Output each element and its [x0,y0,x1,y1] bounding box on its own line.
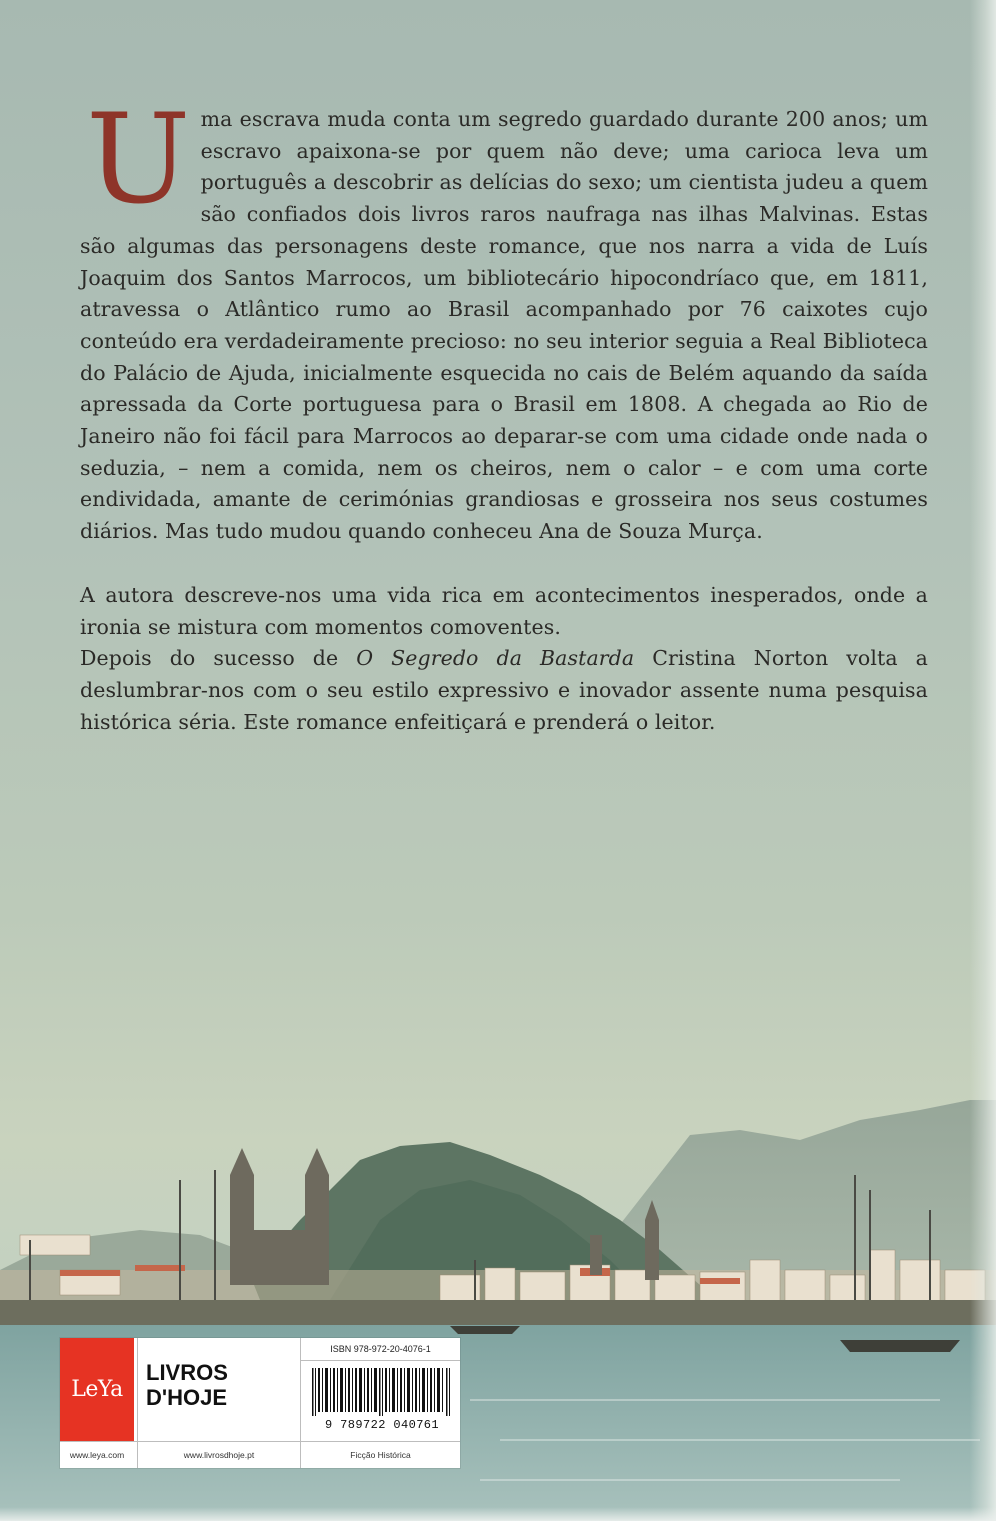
drop-cap: U [86,88,191,232]
page-edge [970,0,996,1521]
paragraph-2-before-title: Depois do sucesso de [80,646,357,671]
leya-logo: LeYa [60,1338,134,1441]
divider [301,1360,460,1361]
barcode-number: 9 789722 040761 [324,1418,440,1432]
publisher-imprint-box [60,1338,460,1468]
blurb-paragraph-1 [80,88,928,548]
genre-label: Ficção Histórica [350,1449,411,1460]
livros-dhoje-url: www.livrosdhoje.pt [183,1449,255,1460]
paragraph-2-after-title: Cristina Norton volta a deslumbrar-nos com o seu estilo expressivo e inovador assente numa pesquisa histórica séria. Este romance enfeitiçará e prenderá o leitor. [80,646,928,734]
isbn-text: ISBN 978-972-20-4076-1 [330,1344,431,1354]
barcode-icon [312,1368,452,1416]
blurb-paragraph-2b [80,643,928,738]
page-edge [0,1507,996,1521]
blurb-text [80,88,928,738]
paragraph-1-text: ma escrava muda conta um segredo guardado durante 200 anos; um escravo apaixona-se por quem não deve; uma carioca leva um português a descobrir as delícias do sexo; um cientista judeu a quem são confiados dois livros raros naufraga nas ilhas Malvinas. Estas são algumas das personagens deste romance, que nos narra a vida de Luís Joaquim dos Santos Marrocos, um bibliotecário hipocondríaco que, em 1811, atravessa o Atlântico rumo ao Brasil acompanhado por 76 caixotes cujo conteúdo era verdadeiramente precioso: no seu interior seguia a Real Biblioteca do Palácio de Ajuda, inicialmente esquecida no cais de Belém aquando da saída apressada da Corte portuguesa para o Brasil em 1808. A chegada ao Rio de Janeiro não foi fácil para Marrocos ao deparar-se com uma cidade onde nada o seduzia, – nem a comida, nem os cheiros, nem o calor – e com uma corte endividada, amante de cerimónias grandiosas e grosseira nos seus costumes diários. Mas tudo mudou quando conheceu Ana de Souza Murça. [80,107,928,544]
imprint-line-2: D'HOJE [146,1385,228,1410]
book-title-reference: O Segredo da Bastarda [356,646,635,671]
imprint-line-1: LIVROS [146,1360,228,1385]
blurb-paragraph-2a [80,580,928,643]
leya-url: www.leya.com [69,1449,125,1460]
livros-dhoje-logo [146,1360,296,1410]
paragraph-2-line1: A autora descreve-nos uma vida rica em acontecimentos inesperados, onde a ironia se mistura com momentos comoventes. [80,582,928,639]
